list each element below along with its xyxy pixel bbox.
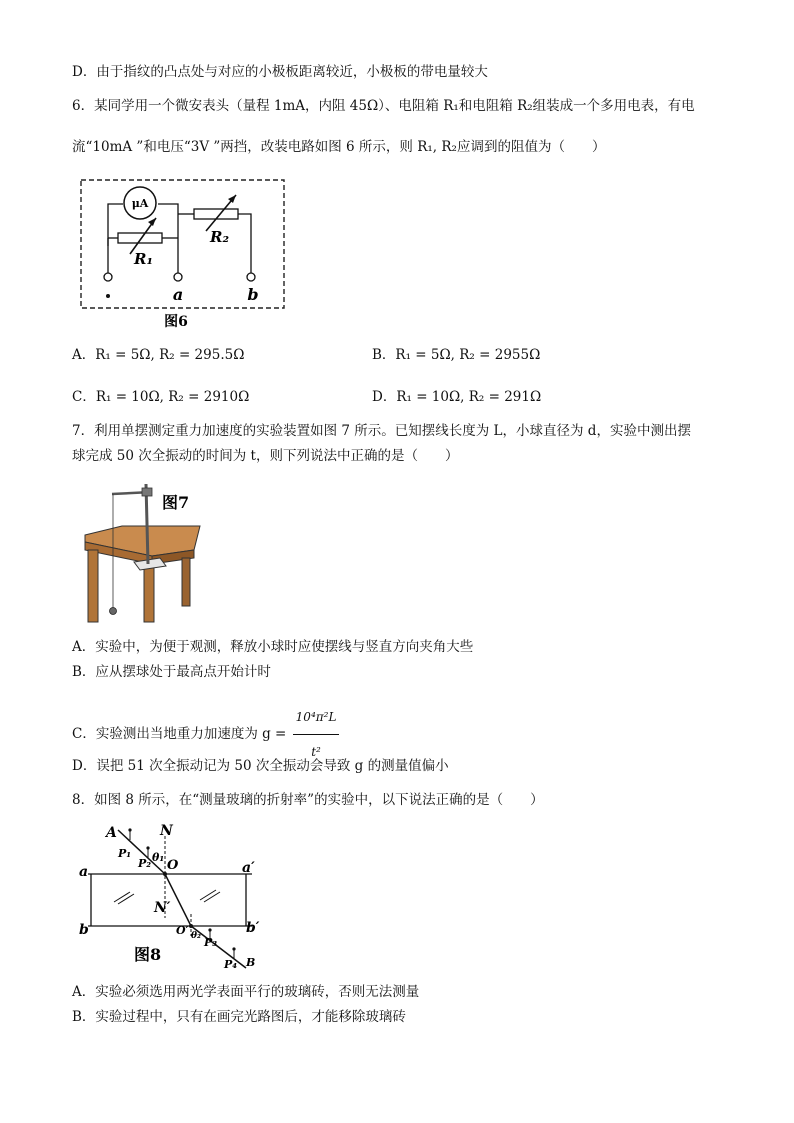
terminal-a-label: a (172, 285, 184, 304)
q8-option-b: B．实验过程中，只有在画完光路图后，才能移除玻璃砖 (72, 1009, 406, 1025)
resistor-r2 (194, 209, 238, 219)
label-theta1: θ₁ (152, 851, 165, 864)
label-N: N (160, 823, 173, 839)
formula-numerator: 10⁴π²L (293, 700, 340, 735)
label-O-prime: O′ (176, 924, 189, 937)
terminal-common (104, 273, 112, 281)
q8-option-a: A．实验必须选用两光学表面平行的玻璃砖，否则无法测量 (72, 984, 420, 1000)
q6-option-c: C．R₁ = 10Ω, R₂ = 2910Ω (72, 389, 250, 405)
figure-8-caption: 图8 (134, 945, 162, 964)
label-P3: P₃ (204, 936, 218, 949)
q6-stem-line1: 6．某同学用一个微安表头（量程 1mA，内阻 45Ω）、电阻箱 R₁和电阻箱 R₂组装成一个多用电表，有电 (72, 98, 695, 114)
q6-option-a: A．R₁ = 5Ω, R₂ = 295.5Ω (72, 347, 245, 363)
r1-label: R₁ (134, 250, 154, 268)
label-A: A (106, 825, 117, 841)
q5-option-d: D．由于指纹的凸点处与对应的小极板距离较近，小极板的带电量较大 (72, 64, 488, 80)
label-theta2: θ₂ (191, 931, 201, 941)
label-a: a (79, 864, 89, 880)
figure-7-pendulum (82, 480, 202, 625)
label-B: B (246, 956, 256, 969)
label-P2: P₂ (138, 857, 152, 870)
q7-stem-line1: 7．利用单摆测定重力加速度的实验装置如图 7 所示。已知摆线长度为 L，小球直径为 d，实验中测出摆 (72, 423, 691, 439)
label-b-prime: b′ (246, 920, 260, 936)
figure-7-caption: 图7 (162, 493, 190, 512)
q8-stem: 8．如图 8 所示，在“测量玻璃的折射率”的实验中，以下说法正确的是（ ） (72, 792, 544, 808)
q7-option-c-prefix: C．实验测出当地重力加速度为 g = (72, 726, 287, 742)
terminal-b (247, 273, 255, 281)
label-P4: P₄ (224, 958, 238, 971)
label-N-prime: N′ (154, 900, 171, 916)
label-a-prime: a′ (242, 860, 255, 876)
q6-stem-line2: 流“10mA ”和电压“3V ”两挡，改装电路如图 6 所示，则 R₁, R₂应调到的阻值为（ ） (72, 139, 606, 155)
q7-option-d: D．误把 51 次全振动记为 50 次全振动会导致 g 的测量值偏小 (72, 758, 449, 774)
label-O: O (167, 858, 179, 873)
figure-8-refraction (74, 822, 274, 974)
r2-label: R₂ (210, 228, 230, 246)
meter-label: μA (131, 197, 149, 210)
label-P1: P₁ (118, 847, 132, 860)
q6-option-d: D．R₁ = 10Ω, R₂ = 291Ω (372, 389, 542, 405)
formula-denominator: t² (311, 745, 321, 759)
q7-option-a: A．实验中，为便于观测，释放小球时应使摆线与竖直方向夹角大些 (72, 639, 474, 655)
q7-stem-line2: 球完成 50 次全振动的时间为 t，则下列说法中正确的是（ ） (72, 448, 459, 464)
terminal-a (174, 273, 182, 281)
pendulum-bob (110, 608, 117, 615)
figure-6-circuit (76, 176, 291, 331)
terminal-b-label: b (247, 285, 259, 304)
figure-6-caption: 图6 (164, 314, 188, 330)
q6-option-b: B．R₁ = 5Ω, R₂ = 2955Ω (372, 347, 541, 363)
q7-option-b: B．应从摆球处于最高点开始计时 (72, 664, 271, 680)
label-b: b (79, 922, 89, 938)
